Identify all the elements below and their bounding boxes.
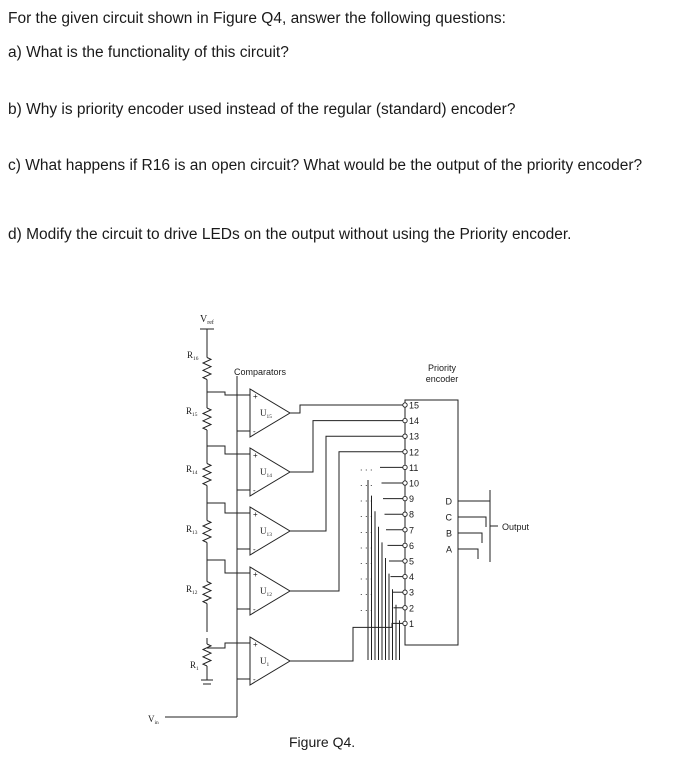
comparator-minus: - [253, 427, 256, 436]
comparator-plus: + [253, 392, 258, 401]
input-bubble-6 [403, 543, 407, 547]
encoder-input-label-11: 11 [409, 462, 419, 473]
wire [207, 503, 250, 513]
ellipsis: . . . [360, 509, 373, 520]
output-label: Output [502, 522, 530, 532]
input-bubble-8 [403, 512, 407, 516]
resistor-label-r1: $R_1$ [190, 660, 199, 672]
comparator-minus: - [253, 675, 256, 684]
resistor-r1 [203, 644, 211, 666]
encoder-output-label-d: D [445, 496, 452, 507]
ellipsis: . . . [360, 478, 373, 488]
output-wire-a [458, 549, 478, 559]
ellipsis: . . . [360, 462, 373, 473]
encoder-output-label-a: A [445, 544, 452, 555]
ellipsis: . . . [360, 540, 373, 551]
comparator-minus: - [253, 486, 256, 495]
input-bubble-11 [403, 465, 407, 469]
input-bubble-3 [403, 590, 407, 594]
comparator-label-u1: $U_1$ [260, 656, 270, 668]
question-c: c) What happens if R16 is an open circuit? What would be the output of the priority encoder? [8, 157, 643, 174]
resistor-r14 [203, 464, 211, 486]
u1-to-1 [290, 623, 403, 661]
input-bubble-14 [403, 418, 407, 422]
input-bubble-5 [403, 559, 407, 563]
comparator-label-u12: $U_{12}$ [260, 586, 272, 598]
resistor-label-r16: $R_{16}$ [187, 350, 199, 362]
encoder-output-label-b: B [445, 528, 452, 539]
input-bubble-1 [403, 621, 407, 625]
resistor-r12 [203, 582, 211, 604]
ellipsis: . . . [360, 602, 373, 613]
resistor-r15 [203, 408, 211, 430]
encoder-input-label-3: 3 [409, 587, 415, 598]
resistor-label-r13: $R_{13}$ [186, 524, 198, 536]
comparator-label-u15: $U_{15}$ [260, 408, 272, 420]
figure-caption: Figure Q4. [289, 734, 356, 750]
vin-label: $V_{in}$ [148, 714, 159, 726]
output-wire-c [458, 517, 486, 527]
comparator-minus: - [253, 605, 256, 614]
comparator-minus: - [253, 545, 256, 554]
wire [207, 392, 250, 395]
encoder-input-label-5: 5 [409, 556, 415, 567]
ellipsis: . . . [360, 493, 373, 504]
encoder-output-label-c: C [445, 512, 452, 523]
u15-to-15 [290, 405, 403, 413]
encoder-input-label-15: 15 [409, 400, 420, 411]
input-bubble-15 [403, 403, 407, 407]
u13-to-13 [290, 436, 403, 531]
encoder-input-label-1: 1 [409, 618, 415, 629]
encoder-input-label-6: 6 [409, 540, 415, 551]
encoder-input-label-12: 12 [409, 447, 420, 458]
resistor-r13 [203, 521, 211, 543]
encoder-input-label-10: 10 [409, 478, 420, 489]
comparators-label: Comparators [234, 367, 287, 377]
ellipsis: . . . [360, 556, 373, 566]
header-text: For the given circuit shown in Figure Q4, answer the following questions: [8, 10, 506, 27]
resistor-r16 [203, 358, 211, 380]
question-a: a) What is the functionality of this circuit? [8, 44, 289, 61]
output-wire-d [458, 501, 490, 511]
resistor-label-r12: $R_{12}$ [186, 584, 198, 596]
input-bubble-13 [403, 434, 407, 438]
encoder-input-label-7: 7 [409, 525, 415, 536]
vref-label: $V_{ref}$ [200, 314, 214, 326]
wire [207, 560, 250, 573]
comparator-plus: + [253, 510, 258, 519]
resistor-label-r14: $R_{14}$ [186, 464, 198, 476]
u14-to-14 [290, 421, 403, 472]
input-bubble-9 [403, 496, 407, 500]
u12-to-12 [290, 452, 403, 591]
encoder-label-1: Priority [427, 363, 457, 373]
comparator-label-u14: $U_{14}$ [260, 467, 272, 479]
wire [207, 446, 250, 454]
comparator-label-u13: $U_{13}$ [260, 526, 272, 538]
question-b: b) Why is priority encoder used instead of the regular (standard) encoder? [8, 101, 516, 118]
input-bubble-4 [403, 574, 407, 578]
encoder-label-2: encoder [425, 374, 459, 384]
encoder-input-label-14: 14 [409, 416, 420, 427]
encoder-input-label-13: 13 [409, 431, 420, 442]
comparator-plus: + [253, 570, 258, 579]
input-bubble-12 [403, 450, 407, 454]
input-bubble-10 [403, 481, 407, 485]
comparator-plus: + [253, 640, 258, 649]
components [203, 358, 458, 686]
encoder-input-label-8: 8 [409, 509, 415, 520]
ellipsis: . . . [360, 571, 373, 582]
comparator-plus: + [253, 451, 258, 460]
input-bubble-2 [403, 606, 407, 610]
encoder-input-label-4: 4 [409, 572, 415, 583]
question-d: d) Modify the circuit to drive LEDs on the output without using the Priority encoder. [8, 226, 572, 243]
encoder-input-label-2: 2 [409, 603, 415, 614]
wire [207, 643, 250, 648]
ellipsis: . . . [360, 524, 373, 535]
input-bubble-7 [403, 528, 407, 532]
ellipsis: . . . [360, 587, 373, 598]
output-wire-b [458, 533, 482, 543]
resistor-label-r15: $R_{15}$ [186, 406, 198, 418]
encoder-input-label-9: 9 [409, 494, 415, 505]
